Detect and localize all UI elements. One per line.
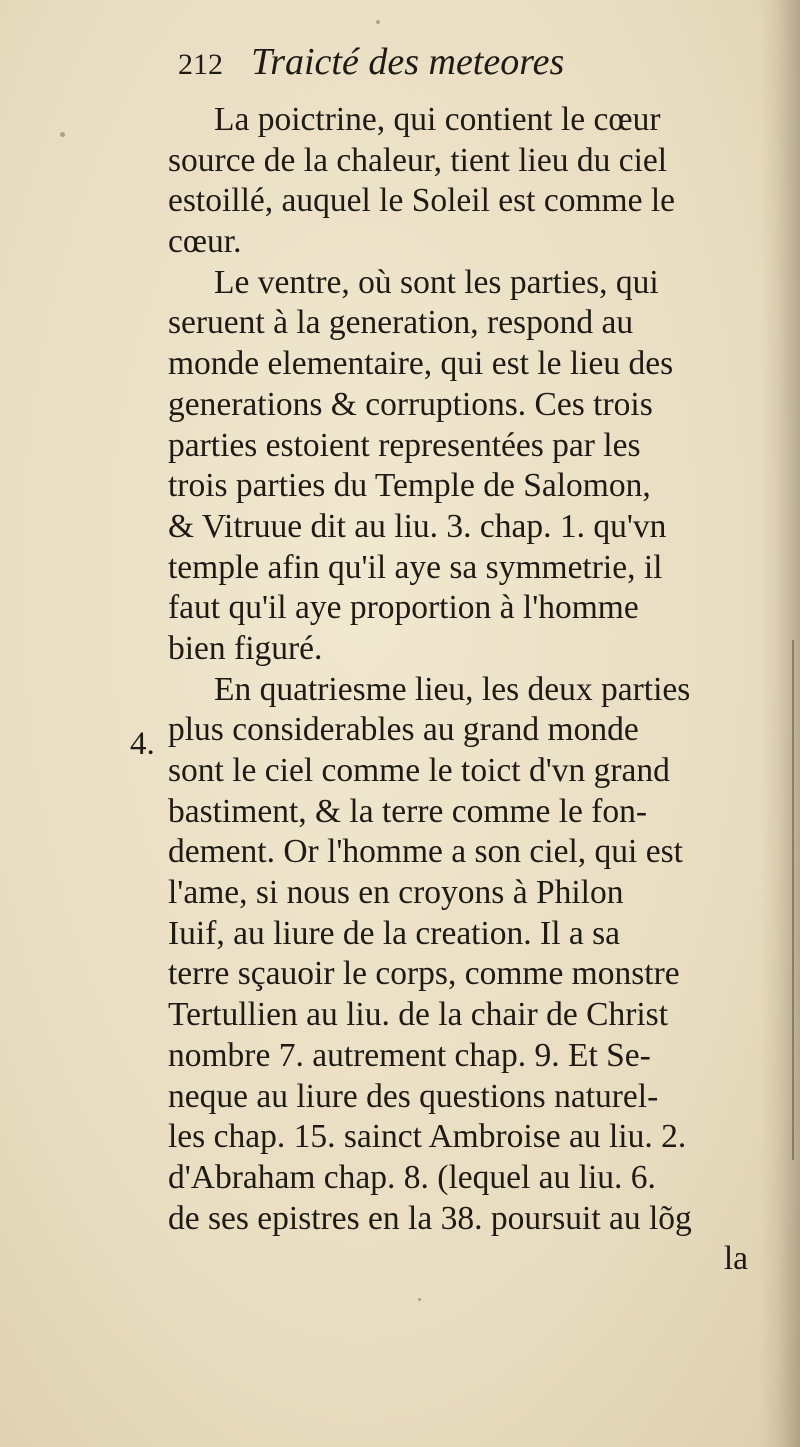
page-gutter-shadow	[760, 0, 800, 1447]
text-line: estoillé, auquel le Soleil est comme le	[168, 182, 676, 220]
text-line: Tertullien au liu. de la chair de Christ	[168, 996, 668, 1034]
text-line: cœur.	[168, 223, 242, 261]
text-line: faut qu'il aye proportion à l'homme	[168, 589, 639, 627]
text-line: seruent à la generation, respond au	[168, 304, 634, 342]
text-line: source de la chaleur, tient lieu du ciel	[168, 141, 668, 179]
body-text	[168, 100, 758, 1280]
text-line: les chap. 15. sainct Ambroise au liu. 2.	[168, 1118, 687, 1156]
text-line: & Vitruue dit au liu. 3. chap. 1. qu'vn	[168, 507, 667, 545]
text-line: de ses epistres en la 38. poursuit au lõg	[168, 1199, 692, 1237]
text-line: d'Abraham chap. 8. (lequel au liu. 6.	[168, 1158, 656, 1196]
paper-speck	[376, 20, 380, 24]
text-line: parties estoient representées par les	[168, 426, 641, 464]
page-number: 212	[178, 48, 223, 81]
text-line: dement. Or l'homme a son ciel, qui est	[168, 833, 683, 871]
paper-speck	[418, 1298, 421, 1301]
text-line: plus considerables au grand monde	[168, 711, 639, 749]
text-line: nombre 7. autrement chap. 9. Et Se-	[168, 1036, 651, 1074]
text-line: La poictrine, qui contient le cœur	[214, 101, 661, 138]
text-line: Iuif, au liure de la creation. Il a sa	[168, 914, 621, 952]
text-line: neque au liure des questions naturel-	[168, 1077, 659, 1115]
text-line: monde elementaire, qui est le lieu des	[168, 345, 674, 383]
running-title: Traicté des meteores	[251, 41, 565, 83]
text-line: bien figuré.	[168, 629, 323, 667]
catchword: la	[723, 1240, 748, 1278]
paper-speck	[60, 132, 65, 137]
text-line: terre sçauoir le corps, comme monstre	[168, 955, 680, 993]
text-line: l'ame, si nous en croyons à Philon	[168, 874, 624, 912]
text-line: bastiment, & la terre comme le fon-	[168, 792, 648, 830]
text-line: Le ventre, où sont les parties, qui	[214, 263, 659, 301]
text-line: sont le ciel comme le toict d'vn grand	[168, 752, 670, 789]
page-header	[178, 42, 564, 85]
page-edge-line	[792, 640, 794, 1160]
text-line: En quatriesme lieu, les deux parties	[214, 670, 691, 708]
text-line: trois parties du Temple de Salomon,	[168, 467, 651, 505]
text-line: temple afin qu'il aye sa symmetrie, il	[168, 548, 663, 586]
text-line: generations & corruptions. Ces trois	[168, 385, 653, 423]
section-number: 4.	[130, 726, 155, 762]
